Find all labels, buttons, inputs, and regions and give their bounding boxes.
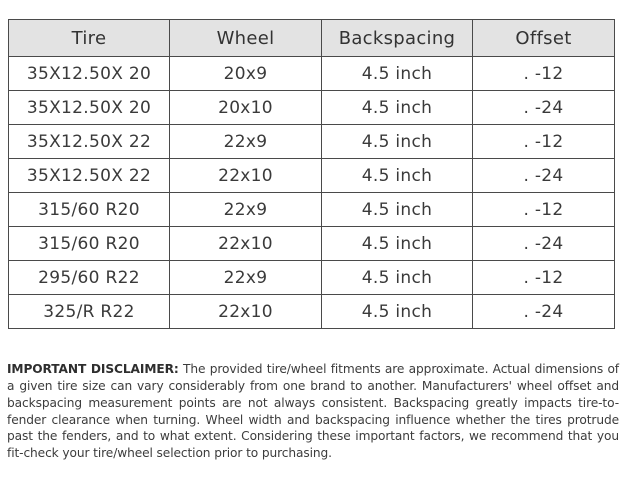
header-wheel: Wheel <box>170 20 322 57</box>
cell-backspacing: 4.5 inch <box>322 261 473 295</box>
header-backspacing: Backspacing <box>322 20 473 57</box>
cell-tire: 315/60 R20 <box>9 193 170 227</box>
cell-tire: 35X12.50X 20 <box>9 57 170 91</box>
cell-offset: . -24 <box>473 91 615 125</box>
header-tire: Tire <box>9 20 170 57</box>
cell-wheel: 22x9 <box>170 193 322 227</box>
cell-tire: 35X12.50X 22 <box>9 125 170 159</box>
cell-wheel: 22x9 <box>170 261 322 295</box>
cell-offset: . -24 <box>473 159 615 193</box>
table-row <box>9 125 615 159</box>
cell-wheel: 22x9 <box>170 125 322 159</box>
cell-offset: . -12 <box>473 125 615 159</box>
table-header-row <box>9 20 615 57</box>
table-row <box>9 57 615 91</box>
cell-tire: 315/60 R20 <box>9 227 170 261</box>
cell-offset: . -12 <box>473 193 615 227</box>
cell-backspacing: 4.5 inch <box>322 159 473 193</box>
cell-offset: . -12 <box>473 57 615 91</box>
table-row <box>9 261 615 295</box>
cell-wheel: 20x9 <box>170 57 322 91</box>
disclaimer-paragraph <box>7 361 619 462</box>
cell-backspacing: 4.5 inch <box>322 227 473 261</box>
cell-tire: 35X12.50X 22 <box>9 159 170 193</box>
cell-backspacing: 4.5 inch <box>322 91 473 125</box>
cell-offset: . -24 <box>473 295 615 329</box>
cell-tire: 295/60 R22 <box>9 261 170 295</box>
table-row <box>9 227 615 261</box>
cell-backspacing: 4.5 inch <box>322 193 473 227</box>
disclaimer-text: The provided tire/wheel fitments are approximate. Actual dimensions of a given tire size can vary considerably from one brand to another. Manufacturers' wheel offset and backspacing measurement points are not always consistent. Backspacing greatly impacts tire-to-fender clearance when turning. Wheel width and backspacing influence whether the tires protrude past the fenders, and to what extent. Considering these important factors, we recommend that you fit-check your tire/wheel selection prior to purchasing. <box>7 362 619 461</box>
fitment-table <box>8 19 615 329</box>
cell-offset: . -12 <box>473 261 615 295</box>
cell-wheel: 22x10 <box>170 227 322 261</box>
table-row <box>9 295 615 329</box>
header-offset: Offset <box>473 20 615 57</box>
disclaimer-lead: IMPORTANT DISCLAIMER: <box>7 362 179 377</box>
cell-backspacing: 4.5 inch <box>322 295 473 329</box>
cell-backspacing: 4.5 inch <box>322 57 473 91</box>
cell-tire: 325/R R22 <box>9 295 170 329</box>
table-row <box>9 91 615 125</box>
table-row <box>9 159 615 193</box>
cell-wheel: 20x10 <box>170 91 322 125</box>
cell-wheel: 22x10 <box>170 295 322 329</box>
cell-wheel: 22x10 <box>170 159 322 193</box>
cell-tire: 35X12.50X 20 <box>9 91 170 125</box>
table-row <box>9 193 615 227</box>
cell-offset: . -24 <box>473 227 615 261</box>
cell-backspacing: 4.5 inch <box>322 125 473 159</box>
